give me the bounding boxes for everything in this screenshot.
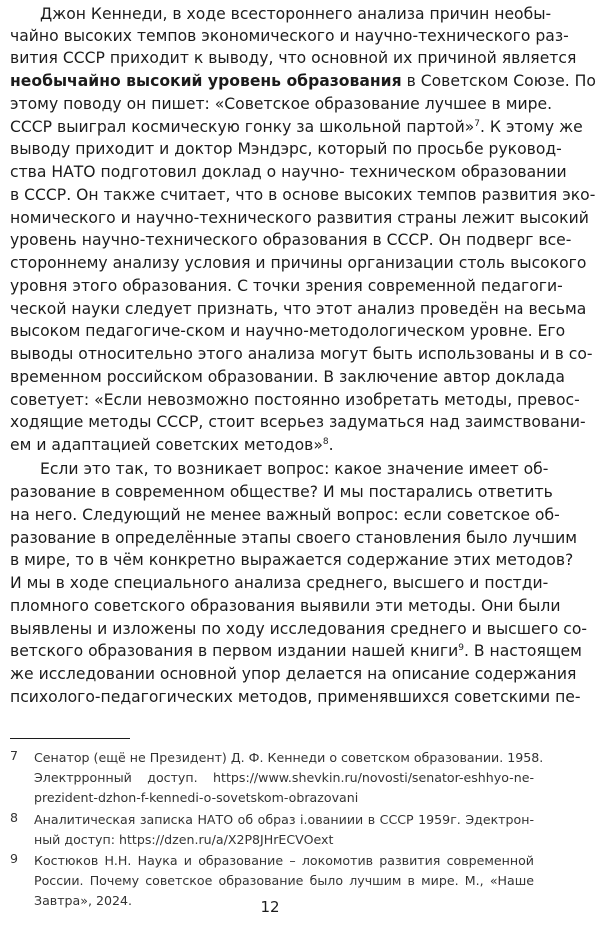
footnote-ref: 9 xyxy=(458,642,464,653)
body-line: выводу приходит и доктор Мэндэрс, который по просьбе руковод- xyxy=(10,140,562,158)
body-line: же исследовании основной упор делается на описание содержания xyxy=(10,665,577,683)
body-line: ческой науки следует признать, что этот анализ проведён на весьма xyxy=(10,300,587,318)
footnote-line: Костюков Н.Н. Наука и образование – локомотив развития современной xyxy=(34,853,534,868)
book-page xyxy=(10,0,596,929)
body-line: номического и научно-технического развития страны лежит высокий xyxy=(10,209,589,227)
body-line xyxy=(10,116,583,138)
body-fragment: . xyxy=(328,436,334,454)
body-line: выводы относительно этого анализа могут быть использованы и в со- xyxy=(10,345,593,363)
body-line xyxy=(10,434,534,456)
body-line xyxy=(10,70,596,92)
body-line: чайно высоких темпов экономического и научно-технического раз- xyxy=(10,27,569,45)
footnote-number: 8 xyxy=(10,810,19,825)
body-fragment: . К этому же xyxy=(480,118,583,136)
body-line: И мы в ходе специального анализа среднего, высшего и постди- xyxy=(10,574,549,592)
footnote-ref: 8 xyxy=(322,436,329,447)
footnote-line: Электрронный доступ. https://www.shevkin.ru/novosti/senator-eshhyo-ne- xyxy=(34,770,534,785)
footnote-number: 9 xyxy=(10,851,19,866)
body-line: разование в определённые этапы своего становления было лучшим xyxy=(10,529,578,547)
body-fragment: в Советском Союзе. По xyxy=(401,72,596,90)
body-fragment: ем и адаптацией советских методов» xyxy=(10,436,323,454)
footnote-line: Завтра», 2024. xyxy=(34,893,133,908)
footnote-number: 7 xyxy=(10,748,19,763)
body-line: пломного советского образования выявили эти методы. Они были xyxy=(10,597,561,615)
body-line: советует: «Если невозможно постоянно изобретать методы, превос- xyxy=(10,391,580,409)
body-line: в СССР. Он также считает, что в основе высоких темпов развития эко- xyxy=(10,186,596,204)
bold-phrase: необычайно высокий уровень образования xyxy=(10,72,402,90)
footnote-separator xyxy=(10,738,130,739)
body-line: уровня этого образования. С точки зрения современной педагоги- xyxy=(10,277,563,295)
body-fragment: СССР выиграл космическую гонку за школьной партой» xyxy=(10,118,475,136)
body-line: временном российском образовании. В заключение автор доклада xyxy=(10,368,565,386)
body-line: психолого-педагогических методов, применявшихся советскими пе- xyxy=(10,688,581,706)
body-line: уровень научно-технического образования в СССР. Он подверг все- xyxy=(10,231,572,249)
body-line: стороннему анализу условия и причины организации столь высокого xyxy=(10,254,587,272)
body-line: вития СССР приходит к выводу, что основной их причиной является xyxy=(10,49,577,67)
page-number: 12 xyxy=(260,898,280,916)
body-line: высоком педагогиче-ском и научно-методологическом уровне. Его xyxy=(10,322,566,340)
footnote-line: Аналитическая записка НАТО об образ i.ованиии в СССР 1959г. Эдектрон- xyxy=(34,812,534,827)
footnote-line: России. Почему советское образование было лучшим в мире. М., «Наше xyxy=(34,873,534,888)
footnote-line: prezident-dzhon-f-kennedi-o-sovetskom-obrazovani xyxy=(34,790,359,805)
body-line: на него. Следующий не менее важный вопрос: если советское об- xyxy=(10,506,560,524)
body-line xyxy=(10,640,582,662)
footnote-line: Сенатор (ещё не Президент) Д. Ф. Кеннеди о советском образовании. 1958. xyxy=(34,750,544,765)
body-line: Джон Кеннеди, в ходе всестороннего анализа причин необы- xyxy=(40,5,552,23)
footnote-ref: 7 xyxy=(474,118,481,129)
body-line: ходящие методы СССР, стоит всерьез задуматься над заимствовани- xyxy=(10,413,586,431)
body-line: этому поводу он пишет: «Советское образование лучшее в мире. xyxy=(10,95,553,113)
body-line: Если это так, то возникает вопрос: какое значение имеет об- xyxy=(40,460,549,478)
body-line: ства НАТО подготовил доклад о научно- техническом образовании xyxy=(10,163,567,181)
footnote-line: ный доступ: https://dzen.ru/a/X2P8JHrECVOext xyxy=(34,832,334,847)
body-line: в мире, то в чём конкретно выражается содержание этих методов? xyxy=(10,551,574,569)
body-fragment: . В настоящем xyxy=(463,642,582,660)
body-line: выявлены и изложены по ходу исследования среднего и высшего со- xyxy=(10,620,588,638)
body-fragment: ветского образования в первом издании нашей книги xyxy=(10,642,459,660)
body-line: разование в современном обществе? И мы постарались ответить xyxy=(10,483,553,501)
